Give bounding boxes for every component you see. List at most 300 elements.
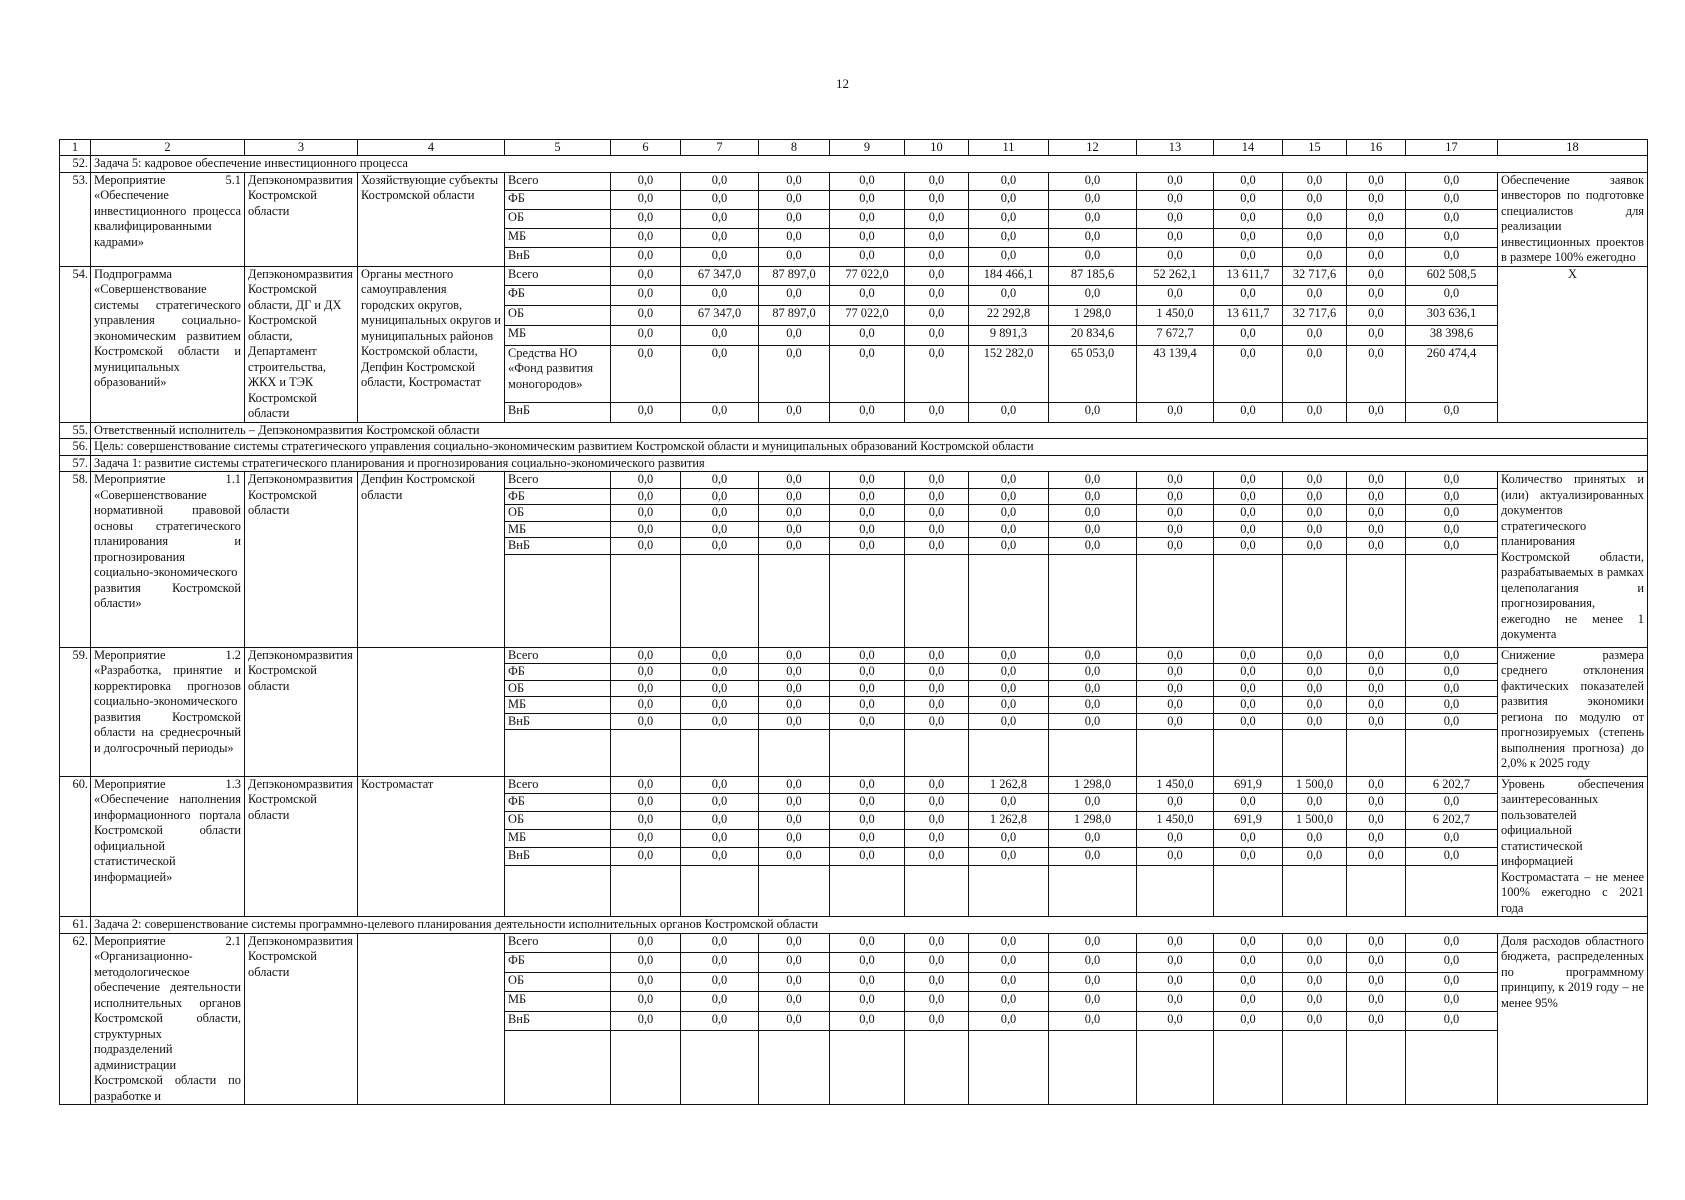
funding-value: 0,0 (969, 538, 1049, 555)
funding-value: 0,0 (611, 697, 681, 714)
funding-value: 0,0 (905, 210, 969, 229)
funding-value: 0,0 (969, 697, 1049, 714)
funding-value: 32 717,6 (1283, 306, 1347, 326)
funding-value: 0,0 (759, 992, 830, 1012)
funding-value: 0,0 (1347, 325, 1406, 345)
funding-value: 0,0 (905, 664, 969, 681)
funding-value: 0,0 (759, 953, 830, 973)
funding-value: 0,0 (1347, 402, 1406, 422)
funding-value: 77 022,0 (830, 306, 905, 326)
funding-value: 0,0 (1406, 1011, 1498, 1031)
expected-result: Уровень обеспечения заинтересованных пользователей официальной статистической информацией Костромастата – не менее 100% ежегодно с 2021 года (1498, 776, 1648, 917)
funding-value: 0,0 (1406, 521, 1498, 538)
funding-value: 0,0 (1049, 664, 1137, 681)
empty-cell (1049, 1031, 1137, 1105)
funding-value: 0,0 (1406, 402, 1498, 422)
funding-value: 77 022,0 (830, 266, 905, 286)
funding-value: 0,0 (1347, 472, 1406, 489)
funding-value: 0,0 (969, 505, 1049, 522)
funding-value: 0,0 (969, 472, 1049, 489)
funding-value: 0,0 (830, 647, 905, 664)
funding-value: 303 636,1 (1406, 306, 1498, 326)
funding-value: 0,0 (759, 713, 830, 730)
funding-value: 0,0 (759, 830, 830, 848)
funding-value: 0,0 (1283, 953, 1347, 973)
measure-name: Мероприятие 2.1 «Организационно-методологическое обеспечение деятельности исполнительных органов Костромской области, структурных подразделений администрации Костромской области по разработке и (91, 933, 245, 1105)
empty-cell (1283, 730, 1347, 777)
responsible-executor: Депэкономразвития Костромской области (245, 472, 358, 648)
column-number-row (60, 140, 1648, 156)
funding-value: 0,0 (1214, 1011, 1283, 1031)
funding-value: 0,0 (1347, 697, 1406, 714)
funding-value: 0,0 (1049, 247, 1137, 266)
funding-value: 0,0 (681, 713, 759, 730)
funding-value: 1 450,0 (1137, 306, 1214, 326)
funding-value: 0,0 (1049, 972, 1137, 992)
empty-cell (611, 866, 681, 917)
measure-row (60, 933, 1648, 953)
funding-value: 0,0 (969, 286, 1049, 306)
funding-value: 0,0 (1347, 1011, 1406, 1031)
funding-value: 0,0 (611, 488, 681, 505)
funding-value: 87 897,0 (759, 266, 830, 286)
responsible-executor: Депэкономразвития Костромской области (245, 172, 358, 266)
column-number: 3 (245, 140, 358, 156)
funding-value: 0,0 (759, 972, 830, 992)
funding-value: 0,0 (1347, 713, 1406, 730)
funding-value: 0,0 (1214, 286, 1283, 306)
funding-value: 0,0 (1214, 830, 1283, 848)
row-number: 54. (60, 266, 91, 422)
empty-cell (830, 730, 905, 777)
funding-value: 0,0 (1406, 286, 1498, 306)
task-text: Цель: совершенствование системы стратегического управления социально-экономическим развитием Костромской области и муниципальных образований Костромской области (91, 439, 1648, 456)
funding-value: 0,0 (830, 713, 905, 730)
funding-value: 0,0 (1406, 488, 1498, 505)
funding-value: 0,0 (611, 1011, 681, 1031)
column-number: 2 (91, 140, 245, 156)
responsible-executor: Депэкономразвития Костромской области (245, 647, 358, 776)
funding-value: 0,0 (759, 247, 830, 266)
funding-value: 0,0 (1347, 812, 1406, 830)
column-number: 15 (1283, 140, 1347, 156)
funding-source: Всего (505, 933, 611, 953)
empty-cell (759, 554, 830, 647)
funding-source: Всего (505, 472, 611, 489)
funding-value: 0,0 (1137, 286, 1214, 306)
row-number: 62. (60, 933, 91, 1105)
funding-value: 0,0 (1406, 664, 1498, 681)
measure-name: Мероприятие 5.1 «Обеспечение инвестиционного процесса квалифицированными кадрами» (91, 172, 245, 266)
funding-value: 0,0 (611, 266, 681, 286)
funding-value: 1 298,0 (1049, 812, 1137, 830)
funding-source: ОБ (505, 210, 611, 229)
funding-value: 0,0 (681, 830, 759, 848)
funding-value: 0,0 (969, 228, 1049, 247)
funding-value: 0,0 (1406, 228, 1498, 247)
funding-value: 0,0 (905, 306, 969, 326)
empty-cell (1214, 554, 1283, 647)
funding-value: 0,0 (830, 776, 905, 794)
funding-value: 1 500,0 (1283, 812, 1347, 830)
funding-value: 7 672,7 (1137, 325, 1214, 345)
empty-cell (1137, 1031, 1214, 1105)
funding-value: 0,0 (1137, 472, 1214, 489)
funding-value: 0,0 (1283, 488, 1347, 505)
funding-value: 0,0 (905, 647, 969, 664)
funding-value: 0,0 (1283, 472, 1347, 489)
funding-value: 0,0 (969, 680, 1049, 697)
funding-value: 0,0 (759, 505, 830, 522)
funding-value: 0,0 (681, 210, 759, 229)
funding-value: 0,0 (1049, 172, 1137, 191)
funding-value: 0,0 (905, 325, 969, 345)
row-number: 56. (60, 439, 91, 456)
funding-value: 0,0 (1049, 933, 1137, 953)
funding-value: 152 282,0 (969, 345, 1049, 402)
funding-value: 0,0 (1347, 538, 1406, 555)
funding-value: 0,0 (1137, 647, 1214, 664)
funding-value: 1 298,0 (1049, 306, 1137, 326)
funding-value: 0,0 (759, 325, 830, 345)
participants: Костромастат (358, 776, 505, 917)
funding-value: 0,0 (681, 488, 759, 505)
column-number: 1 (60, 140, 91, 156)
funding-value: 0,0 (681, 247, 759, 266)
funding-value: 0,0 (1214, 697, 1283, 714)
funding-value: 0,0 (1049, 505, 1137, 522)
funding-value: 0,0 (830, 992, 905, 1012)
funding-value: 0,0 (1347, 953, 1406, 973)
funding-value: 1 450,0 (1137, 812, 1214, 830)
funding-value: 0,0 (1347, 647, 1406, 664)
column-number: 16 (1347, 140, 1406, 156)
funding-value: 0,0 (905, 247, 969, 266)
funding-value: 0,0 (1406, 647, 1498, 664)
funding-value: 0,0 (1214, 488, 1283, 505)
funding-value: 0,0 (905, 472, 969, 489)
funding-value: 0,0 (1406, 794, 1498, 812)
funding-source: ВнБ (505, 402, 611, 422)
funding-value: 0,0 (681, 647, 759, 664)
funding-value: 0,0 (1406, 992, 1498, 1012)
funding-value: 0,0 (1214, 713, 1283, 730)
funding-value: 0,0 (681, 191, 759, 210)
funding-value: 0,0 (830, 402, 905, 422)
funding-value: 0,0 (681, 812, 759, 830)
funding-value: 602 508,5 (1406, 266, 1498, 286)
participants: Хозяйствующие субъекты Костромской области (358, 172, 505, 266)
funding-value: 0,0 (969, 992, 1049, 1012)
task-text: Задача 2: совершенствование системы программно-целевого планирования деятельности исполнительных органов Костромской области (91, 917, 1648, 934)
funding-value: 0,0 (905, 538, 969, 555)
funding-value: 0,0 (1347, 191, 1406, 210)
funding-value: 0,0 (830, 210, 905, 229)
funding-value: 0,0 (1049, 992, 1137, 1012)
responsible-executor: Депэкономразвития Костромской области, ДГ и ДХ Костромской области, Департамент строительства, ЖКХ и ТЭК Костромской области (245, 266, 358, 422)
empty-cell (681, 730, 759, 777)
empty-cell (759, 730, 830, 777)
funding-value: 0,0 (611, 228, 681, 247)
funding-value: 0,0 (830, 680, 905, 697)
funding-value: 0,0 (969, 191, 1049, 210)
expected-result: Х (1498, 266, 1648, 422)
funding-value: 0,0 (1347, 172, 1406, 191)
funding-source: ФБ (505, 794, 611, 812)
funding-value: 0,0 (1283, 794, 1347, 812)
funding-value: 0,0 (681, 521, 759, 538)
funding-value: 0,0 (1347, 228, 1406, 247)
funding-value: 0,0 (1283, 505, 1347, 522)
funding-value: 0,0 (681, 933, 759, 953)
empty-cell (969, 554, 1049, 647)
funding-value: 9 891,3 (969, 325, 1049, 345)
empty-cell (1137, 730, 1214, 777)
funding-value: 0,0 (1214, 210, 1283, 229)
funding-value: 0,0 (1214, 345, 1283, 402)
funding-value: 0,0 (681, 848, 759, 866)
row-number: 53. (60, 172, 91, 266)
funding-value: 0,0 (1347, 488, 1406, 505)
column-number: 5 (505, 140, 611, 156)
column-number: 9 (830, 140, 905, 156)
funding-value: 0,0 (905, 697, 969, 714)
task-text: Задача 1: развитие системы стратегического планирования и прогнозирования социально-экономического развития (91, 455, 1648, 472)
funding-value: 0,0 (1406, 933, 1498, 953)
participants (358, 647, 505, 776)
funding-value: 0,0 (1214, 472, 1283, 489)
measure-name: Мероприятие 1.2 «Разработка, принятие и корректировка прогнозов социально-экономического развития Костромской области на среднесрочный и долгосрочный периоды» (91, 647, 245, 776)
row-number: 57. (60, 455, 91, 472)
column-number: 6 (611, 140, 681, 156)
funding-value: 52 262,1 (1137, 266, 1214, 286)
empty-cell (1406, 730, 1498, 777)
funding-source: ВнБ (505, 247, 611, 266)
funding-value: 1 450,0 (1137, 776, 1214, 794)
funding-value: 0,0 (905, 505, 969, 522)
funding-value: 0,0 (905, 1011, 969, 1031)
funding-value: 0,0 (1137, 521, 1214, 538)
funding-value: 0,0 (905, 191, 969, 210)
funding-value: 0,0 (969, 830, 1049, 848)
task-text: Задача 5: кадровое обеспечение инвестиционного процесса (91, 156, 1648, 173)
funding-value: 0,0 (1137, 697, 1214, 714)
funding-value: 0,0 (681, 992, 759, 1012)
funding-value: 0,0 (611, 933, 681, 953)
funding-value: 0,0 (1347, 830, 1406, 848)
funding-value: 0,0 (1137, 172, 1214, 191)
page-number: 12 (836, 76, 849, 91)
empty-cell (505, 730, 611, 777)
empty-cell (1049, 554, 1137, 647)
funding-source: Всего (505, 776, 611, 794)
funding-value: 0,0 (681, 286, 759, 306)
funding-value: 0,0 (611, 848, 681, 866)
funding-value: 0,0 (905, 848, 969, 866)
funding-source: ФБ (505, 191, 611, 210)
funding-value: 0,0 (905, 286, 969, 306)
empty-cell (759, 866, 830, 917)
empty-cell (905, 554, 969, 647)
funding-value: 0,0 (830, 247, 905, 266)
measure-row (60, 647, 1648, 664)
funding-value: 1 298,0 (1049, 776, 1137, 794)
column-number: 4 (358, 140, 505, 156)
funding-value: 0,0 (1347, 286, 1406, 306)
funding-value: 0,0 (759, 521, 830, 538)
funding-value: 0,0 (611, 664, 681, 681)
task-row (60, 439, 1648, 456)
column-number: 18 (1498, 140, 1648, 156)
funding-value: 0,0 (611, 812, 681, 830)
measure-row (60, 172, 1648, 191)
funding-value: 0,0 (1214, 402, 1283, 422)
funding-value: 0,0 (611, 172, 681, 191)
funding-source: ОБ (505, 306, 611, 326)
funding-value: 0,0 (1283, 538, 1347, 555)
funding-value: 0,0 (1214, 848, 1283, 866)
funding-value: 0,0 (611, 505, 681, 522)
funding-value: 0,0 (1137, 402, 1214, 422)
funding-value: 0,0 (905, 794, 969, 812)
funding-value: 0,0 (969, 794, 1049, 812)
funding-value: 0,0 (830, 538, 905, 555)
funding-value: 1 500,0 (1283, 776, 1347, 794)
empty-cell (1214, 730, 1283, 777)
funding-value: 0,0 (1049, 521, 1137, 538)
funding-value: 0,0 (905, 933, 969, 953)
empty-cell (681, 1031, 759, 1105)
funding-value: 0,0 (1283, 172, 1347, 191)
funding-value: 13 611,7 (1214, 306, 1283, 326)
empty-cell (611, 554, 681, 647)
empty-cell (1137, 554, 1214, 647)
funding-value: 0,0 (830, 933, 905, 953)
funding-value: 0,0 (1283, 647, 1347, 664)
funding-value: 0,0 (830, 172, 905, 191)
empty-cell (830, 866, 905, 917)
row-number: 58. (60, 472, 91, 648)
measure-name: Подпрограмма «Совершенствование системы стратегического управления социально-экономическим развитием Костромской области и муниципальных образований» (91, 266, 245, 422)
funding-value: 43 139,4 (1137, 345, 1214, 402)
empty-cell (505, 1031, 611, 1105)
empty-cell (611, 1031, 681, 1105)
column-number: 17 (1406, 140, 1498, 156)
funding-value: 0,0 (969, 521, 1049, 538)
expected-result: Снижение размера среднего отклонения фактических показателей развития экономики региона по модулю от прогнозируемых (степень выполнения прогноза) до 2,0% к 2025 году (1498, 647, 1648, 776)
column-number: 7 (681, 140, 759, 156)
column-number: 8 (759, 140, 830, 156)
funding-value: 1 262,8 (969, 812, 1049, 830)
empty-cell (1406, 554, 1498, 647)
funding-value: 0,0 (830, 325, 905, 345)
funding-source: ОБ (505, 505, 611, 522)
participants: Органы местного самоуправления городских округов, муниципальных округов и муниципальных районов Костромской области, Депфин Костромской области, Костромастат (358, 266, 505, 422)
funding-value: 0,0 (1214, 972, 1283, 992)
funding-value: 0,0 (905, 521, 969, 538)
empty-cell (611, 730, 681, 777)
funding-value: 0,0 (1283, 325, 1347, 345)
funding-value: 0,0 (681, 953, 759, 973)
empty-cell (1283, 1031, 1347, 1105)
funding-value: 0,0 (1137, 992, 1214, 1012)
empty-cell (905, 730, 969, 777)
funding-value: 0,0 (611, 306, 681, 326)
funding-value: 0,0 (1049, 472, 1137, 489)
funding-value: 0,0 (1049, 191, 1137, 210)
funding-value: 0,0 (681, 1011, 759, 1031)
funding-value: 0,0 (1283, 697, 1347, 714)
funding-value: 691,9 (1214, 776, 1283, 794)
empty-cell (1137, 866, 1214, 917)
funding-value: 0,0 (1347, 664, 1406, 681)
funding-value: 0,0 (830, 972, 905, 992)
funding-value: 0,0 (830, 664, 905, 681)
funding-value: 0,0 (1283, 345, 1347, 402)
expected-result: Количество принятых и (или) актуализированных документов стратегического планирования Костромской области, разрабатываемых в рамках целеполагания и прогнозирования, ежегодно не менее 1 документа (1498, 472, 1648, 648)
funding-value: 0,0 (611, 472, 681, 489)
empty-cell (830, 1031, 905, 1105)
funding-value: 0,0 (905, 345, 969, 402)
funding-value: 0,0 (1406, 472, 1498, 489)
funding-value: 0,0 (1347, 306, 1406, 326)
funding-value: 0,0 (1283, 402, 1347, 422)
funding-value: 0,0 (1406, 505, 1498, 522)
funding-value: 0,0 (969, 210, 1049, 229)
funding-value: 0,0 (1214, 191, 1283, 210)
funding-value: 38 398,6 (1406, 325, 1498, 345)
funding-value: 0,0 (759, 664, 830, 681)
funding-value: 691,9 (1214, 812, 1283, 830)
funding-value: 0,0 (1406, 247, 1498, 266)
funding-source: Всего (505, 647, 611, 664)
funding-source: МБ (505, 521, 611, 538)
funding-value: 0,0 (1049, 402, 1137, 422)
funding-value: 0,0 (611, 647, 681, 664)
funding-value: 0,0 (1347, 210, 1406, 229)
funding-value: 0,0 (905, 713, 969, 730)
funding-value: 0,0 (830, 830, 905, 848)
empty-cell (969, 730, 1049, 777)
funding-value: 0,0 (611, 286, 681, 306)
funding-value: 0,0 (1214, 228, 1283, 247)
funding-value: 0,0 (759, 697, 830, 714)
funding-value: 0,0 (1406, 972, 1498, 992)
funding-value: 0,0 (830, 953, 905, 973)
funding-value: 0,0 (905, 972, 969, 992)
expected-result: Обеспечение заявок инвесторов по подготовке специалистов для реализации инвестиционных проектов в размере 100% ежегодно (1498, 172, 1648, 266)
funding-value: 0,0 (1347, 992, 1406, 1012)
funding-source: ФБ (505, 664, 611, 681)
funding-value: 0,0 (1406, 680, 1498, 697)
funding-value: 0,0 (1049, 953, 1137, 973)
row-number: 61. (60, 917, 91, 934)
funding-value: 0,0 (1137, 680, 1214, 697)
funding-value: 0,0 (905, 812, 969, 830)
funding-value: 0,0 (1283, 247, 1347, 266)
measure-row (60, 266, 1648, 286)
funding-value: 0,0 (759, 538, 830, 555)
column-number: 12 (1049, 140, 1137, 156)
funding-value: 0,0 (759, 172, 830, 191)
funding-value: 67 347,0 (681, 266, 759, 286)
funding-source: Всего (505, 266, 611, 286)
funding-value: 0,0 (1137, 848, 1214, 866)
funding-value: 0,0 (1049, 830, 1137, 848)
participants: Депфин Костромской области (358, 472, 505, 648)
funding-value: 0,0 (969, 713, 1049, 730)
funding-value: 0,0 (830, 697, 905, 714)
